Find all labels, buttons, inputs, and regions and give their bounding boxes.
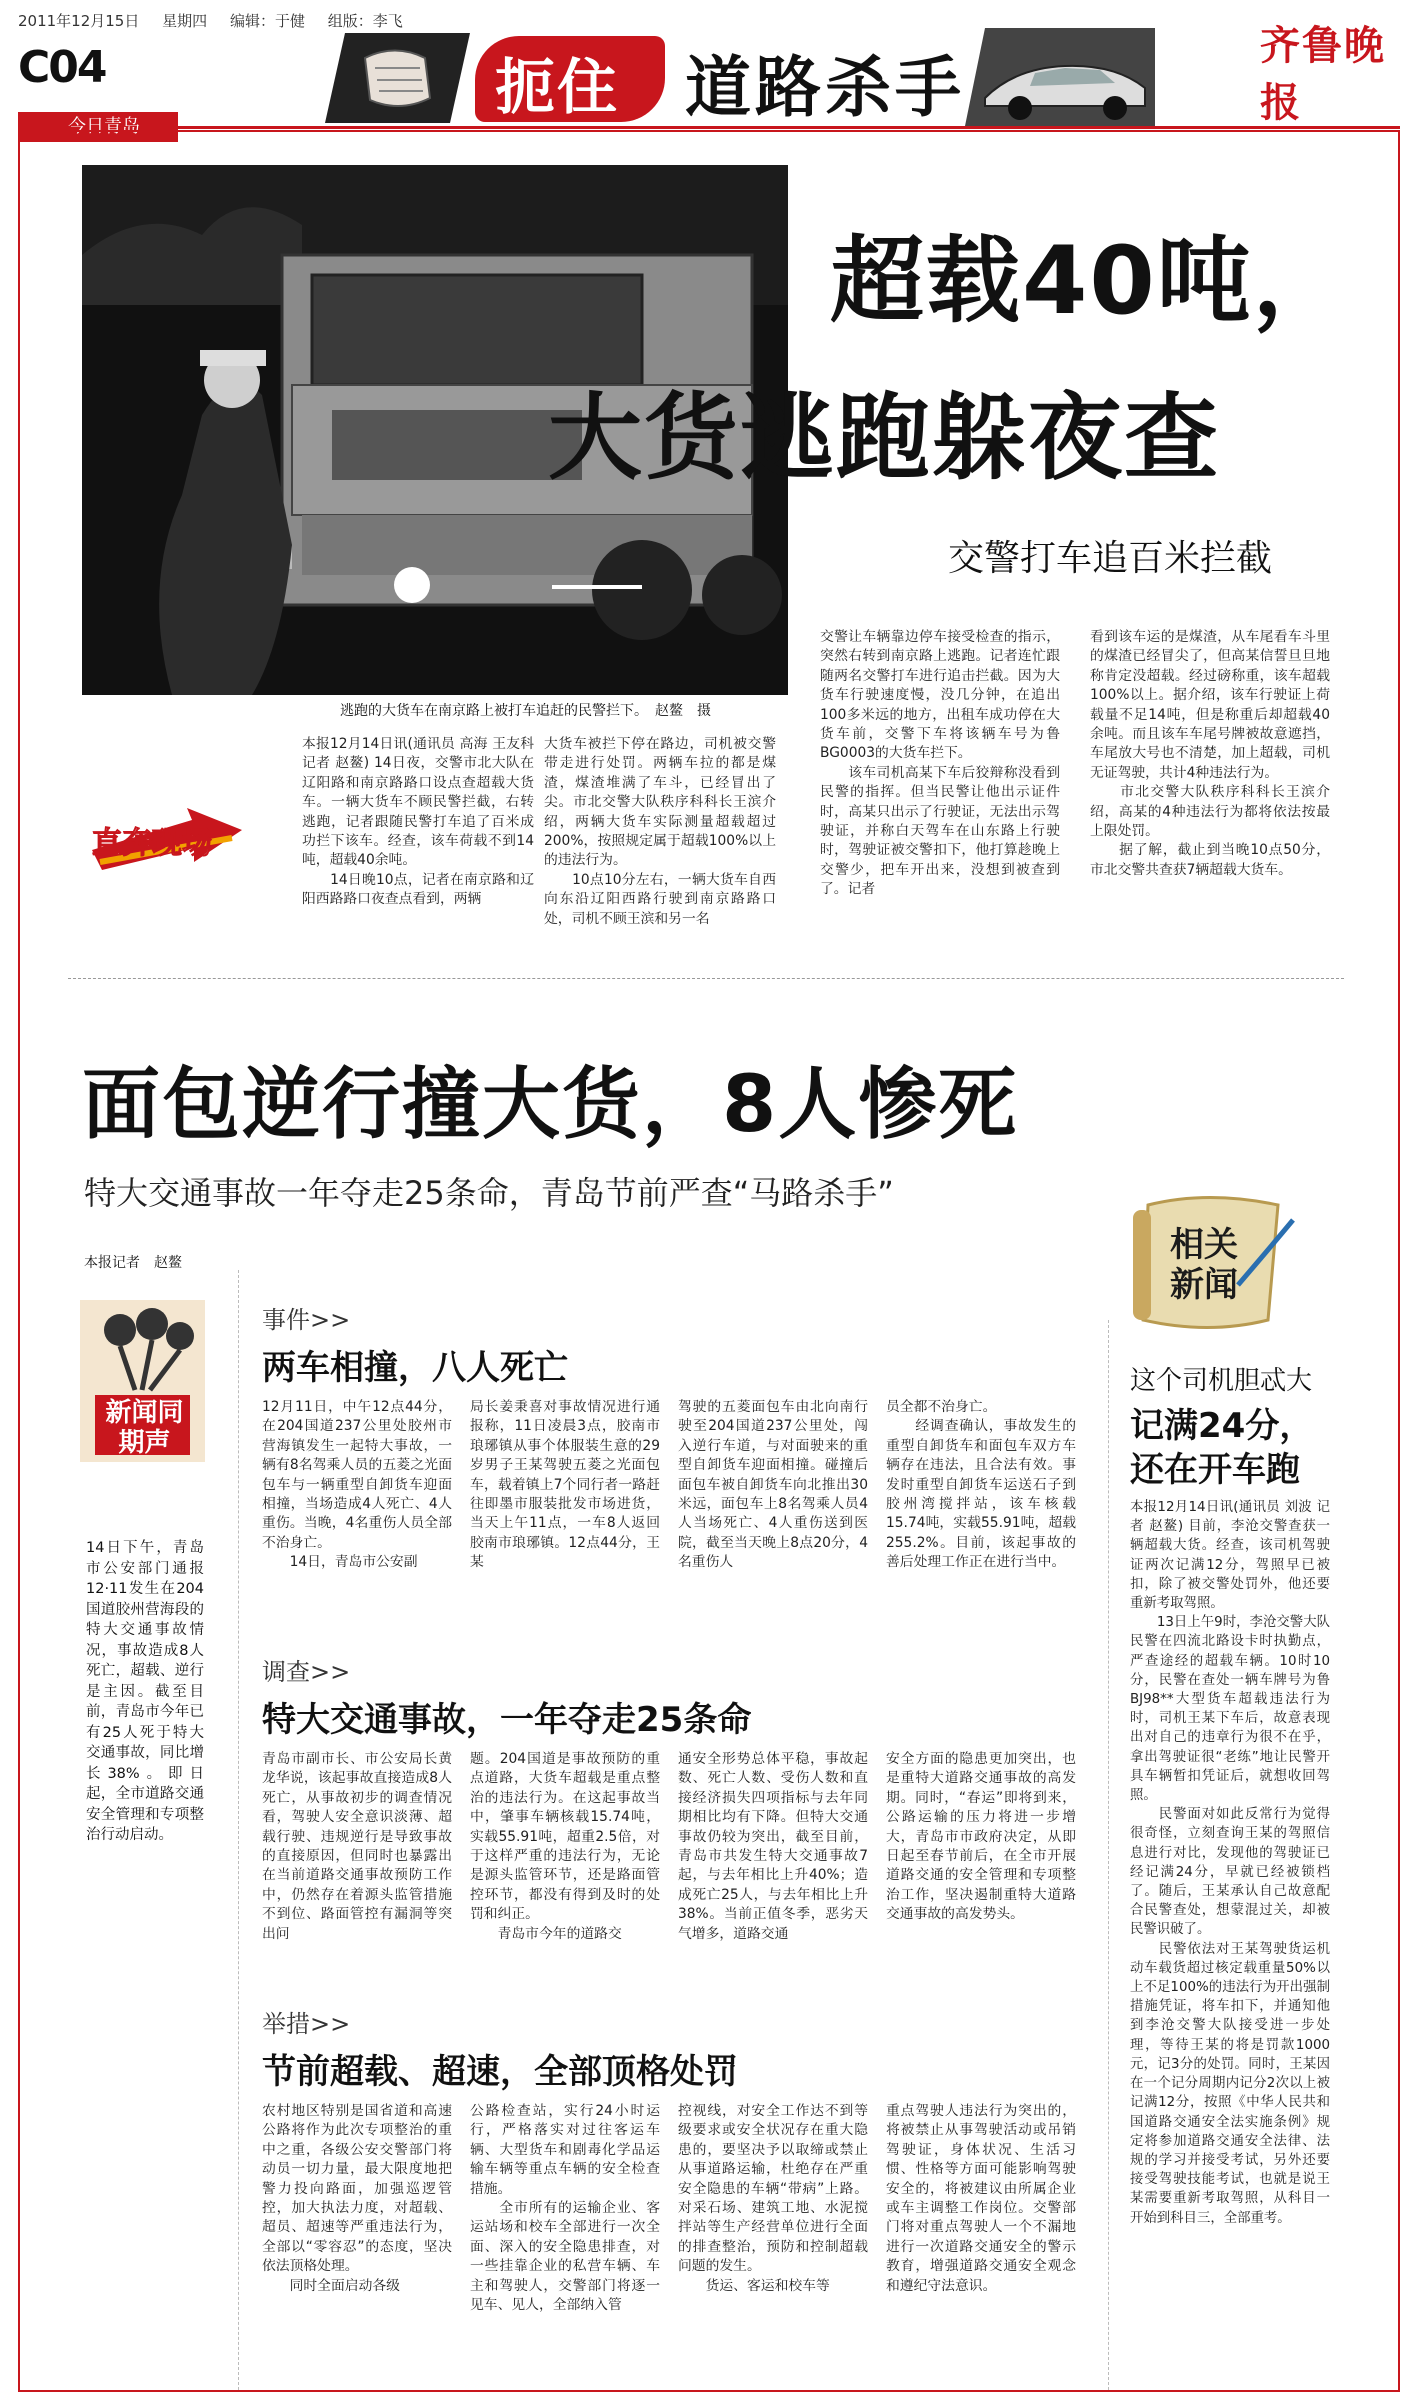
car-icon [965, 28, 1155, 126]
story2-byline: 本报记者 赵鳌 [84, 1255, 182, 1271]
section-divider [68, 978, 1344, 979]
story1-column-3: 交警让车辆靠边停车接受检查的指示，突然右转到南京路上逃跑。记者连忙跟随两名交警打车进行追击拦截。因为大货车行驶速度慢，没几分钟，在追出100多米远的地方，出租车成功停在大货车前，交警下车将该辆车号为鲁BG0003的大货车拦下。 该车司机高某下车后狡辩称没看到民警的指挥。但当民警让他出示证件时，高某只出示了行驶证，无法出示驾驶证，并称白天驾车在山东路上行驶时，驾驶证被交警扣下，他打算趁晚上交警少，把车开出来，没想到被查到了。记者 [820, 629, 1060, 898]
section-label: 今日青岛 [18, 112, 178, 142]
story1-subhead: 交警打车追百米拦截 [948, 538, 1273, 579]
section-measure-col-2: 公路检查站，实行24小时运行，严格落实对过往客运车辆、大型货车和剧毒化学品运输车辆等重点车辆的安全检查措施。 全市所有的运输企业、客运站场和校车全部进行一次全面、深入的安全隐患排查，对一些挂靠企业的私营车辆、车主和驾驶人，交警部门将逐一见车、见人，全部纳入管 [470, 2103, 660, 2314]
related-article-text: 本报12月14日讯(通讯员 刘波 记者 赵鳌) 目前，李沧交警查获一辆超载大货。经查，该司机驾驶证两次记满12分，驾照早已被扣，除了被交警处罚外，他还要重新考取驾照。 13日上午9时，李沧交警大队民警在四流北路设卡时执勤点，严查途经的超载车辆。10时10分，民警在查处一辆车牌号为鲁BJ98**大型货车超载违法行为时，司机王某下车后，故意表现出对自己的违章行为很不在乎，拿出驾驶证很“老练”地让民警开具车辆暂扣凭证后，就想收回驾照。 民警面对如此反常行为觉得很奇怪，立刻查询王某的驾照信息进行对比，发现他的驾驶证已经记满24分，早就已经被锁档了。随后，王某承认自己故意配合民警查处，想蒙混过关，却被民警识破了。 民警依法对王某驾驶货运机动车载货超过核定载重量50%以上不足100%的违法行为开出强制措施凭证，将车扣下，并通知他到李沧交警大队接受进一步处理，等待王某的将是罚款1000元，记3分的处罚。同时，王某因在一个记分周期内记分2次以上被记满12分，按照《中华人民共和国道路交通安全法实施条例》规定将参加道路交通安全法律、法规的学习并接受考试，另外还要接受驾驶技能考试，也就是说王某需要重新考取驾照，从科目一开始到科目三，全部重考。 [1130, 1500, 1330, 2226]
newspaper-masthead: 齐鲁晚报 [1260, 22, 1386, 126]
section-measure-title: 节前超载、超速，全部顶格处罚 [262, 2052, 738, 2092]
section-event-col-2: 局长姜秉喜对事故情况进行通报称，11日凌晨3点，胶南市琅琊镇从事个体服装生意的29岁男子王某驾驶五菱之光面包车，载着镇上7个同行者一路赶往即墨市服装批发市场进货，当天上午11点，一车8人返回胶南市琅琊镇。12点44分，王某 [470, 1399, 660, 1571]
story2-subhead: 特大交通事故一年夺走25条命，青岛节前严查“马路杀手” [84, 1174, 894, 1212]
fist-icon [325, 28, 470, 126]
section-measure-col-3: 控视线，对安全工作达不到等级要求或安全状况存在重大隐患的，要坚决予以取缔或禁止从事道路运输，杜绝存在严重安全隐患的车辆“带病”上路。对采石场、建筑工地、水泥搅拌站等生产经营单位进行全面的排查整治，预防和控制超载问题的发生。 货运、客运和校车等 [678, 2103, 868, 2294]
story1-headline-line2: 大货逃跑躲夜查 [548, 384, 1221, 493]
section-event-kicker: 事件>> [262, 1306, 351, 1334]
news-voice-label: 新闻同期声 [105, 1398, 184, 1458]
story1-headline-line1: 超载40吨， [830, 227, 1349, 336]
section-survey-col-1: 青岛市副市长、市公安局长黄龙华说，该起事故直接造成8人死亡，从事故初步的调查情况看，驾驶人安全意识淡薄、超载行驶、违规逆行是导致事故的直接原因，但同时也暴露出在当前道路交通事故预防工作中，仍然存在着源头监管措施不到位、路面管控有漏洞等突出问 [262, 1751, 452, 1942]
story2-headline: 面包逆行撞大货，8人惨死 [82, 1060, 1019, 1150]
banner-red-block [475, 36, 665, 122]
page-banner [325, 28, 1155, 126]
news-voice-text: 14日下午，青岛市公安部门通报12·11发生在204国道胶州营海段的特大交通事故情况，事故造成8人死亡，超载、逆行是主因。截至目前，青岛市今年已有25人死于特大交通事故，同比增长38%。即日起，全市道路交通安全管理和专项整治行动启动。 [86, 1540, 204, 1843]
banner-title: 道路杀手 [685, 49, 965, 126]
section-event-title: 两车相撞，八人死亡 [262, 1348, 568, 1388]
section-survey-title: 特大交通事故，一年夺走25条命 [262, 1700, 752, 1740]
section-measure-kicker: 举措>> [262, 2010, 351, 2038]
photo-caption: 逃跑的大货车在南京路上被打车追赶的民警拦下。 赵鳌 摄 [340, 703, 711, 719]
page-number: C04 [18, 42, 106, 93]
section-survey-kicker: 调查>> [262, 1658, 351, 1686]
direct-scene-badge [82, 800, 252, 890]
story1-column-2: 大货车被拦下停在路边，司机被交警带走进行处罚。两辆车拉的都是煤渣，煤渣堆满了车斗，已经冒出了尖。市北交警大队秩序科科长王滨介绍，两辆大货车实际测量超载超过200%，按照规定属于超载100%以上的违法行为。 10点10分左右，一辆大货车自西向东沿辽阳西路行驶到南京路路口处，司机不顾王滨和另一名 [544, 736, 776, 927]
section-event-col-4: 员全都不治身亡。 经调查确认，事故发生的重型自卸货车和面包车双方车辆存在违法，且合法有效。事发时重型自卸货车运送石子到胶州湾搅拌站，该车核载15.74吨，实载55.91吨，超载255.2%。目前，该起事故的善后处理工作正在进行当中。 [886, 1399, 1076, 1571]
section-survey-col-3: 通安全形势总体平稳，事故起数、死亡人数、受伤人数和直接经济损失四项指标与去年同期相比均有下降。但特大交通事故仍较为突出，截至目前，青岛市共发生特大交通事故7起，与去年相比上升40%；造成死亡25人，与去年相比上升38%。当前正值冬季，恶劣天气增多，道路交通 [678, 1751, 868, 1942]
section-event-col-1: 12月11日，中午12点44分，在204国道237公里处胶州市营海镇发生一起特大事故，一辆有8名驾乘人员的五菱之光面包车与一辆重型自卸货车迎面相撞，当场造成4人死亡、4人重伤。当晚，4名重伤人员全部不治身亡。 14日，青岛市公安副 [262, 1399, 452, 1571]
section-measure-col-4: 重点驾驶人违法行为突出的，将被禁止从事驾驶活动或吊销驾驶证，身体状况、生活习惯、性格等方面可能影响驾驶安全的，将被建议由所属企业或车主调整工作岗位。交警部门将对重点驾驶人一个不漏地进行一次道路交通安全的警示教育，增强道路交通安全观念和遵纪守法意识。 [886, 2103, 1076, 2294]
issue-weekday: 星期四 [162, 12, 208, 30]
editor-credit: 编辑：于健 [229, 12, 305, 30]
related-title-line1: 记满24分， [1130, 1406, 1314, 1446]
section-survey-col-4: 安全方面的隐患更加突出，也是重特大道路交通事故的高发期。同时，“春运”即将到来，公路运输的压力将进一步增大，青岛市市政府决定，从即日起至春节前后，在全市开展道路交通的安全管理和专项整治工作，坚决遏制重特大道路交通事故的高发势头。 [886, 1751, 1076, 1923]
issue-date: 2011年12月15日 [18, 12, 140, 30]
section-event-col-3: 驾驶的五菱面包车由北向南行驶至204国道237公里处，闯入逆行车道，与对面驶来的重型自卸货车迎面相撞。碰撞后面包车被自卸货车向北推出30米远，面包车上8名驾乘人员4人当场死亡、4人重伤送到医院，截至当天晚上8点20分，4名重伤人 [678, 1399, 868, 1571]
section-survey-col-2: 题。204国道是事故预防的重点道路，大货车超载是重点整治的违法行为。在这起事故当中，肇事车辆核载15.74吨，实载55.91吨，超重2.5倍，对于这样严重的违法行为，无论是源头监管环节，还是路面管控环节，都没有得到及时的处罚和纠正。 青岛市今年的道路交 [470, 1751, 660, 1942]
related-logo-label: 相关新闻 [1170, 1225, 1238, 1305]
related-kicker: 这个司机胆忒大 [1130, 1366, 1313, 1396]
column-rule-right [1108, 1320, 1109, 2390]
banner-red-text: 扼住 [495, 53, 619, 123]
section-measure-col-1: 农村地区特别是国省道和高速公路将作为此次专项整治的重中之重，各级公安交警部门将动员一切力量，最大限度地把警力投向路面，加强巡逻管控，加大执法力度，对超载、超员、超速等严重违法行为，全部以“零容忍”的态度，坚决依法顶格处理。 同时全面启动各级 [262, 2103, 452, 2294]
badge-label: 直奔现场 [92, 826, 212, 861]
related-title-line2: 还在开车跑 [1130, 1450, 1300, 1490]
layout-credit: 组版：李飞 [327, 12, 403, 30]
story1-column-4: 看到该车运的是煤渣，从车尾看车斗里的煤渣已经冒尖了，但高某信誓旦旦地称肯定没超载。经过磅称重，该车超载100%以上。据介绍，该车行驶证上荷载量不足14吨，但是称重后却超载40余吨。而且该车车尾号牌被故意遮挡，车尾放大号也不清楚，加上超载，司机无证驾驶，共计4种违法行为。 市北交警大队秩序科科长王滨介绍，高某的4种违法行为都将依法按最上限处罚。 据了解，截止到当晚10点50分，市北交警共查获7辆超载大货车。 [1090, 629, 1330, 878]
story1-column-1: 本报12月14日讯(通讯员 高海 王友科 记者 赵鳌) 14日夜，交警市北大队在辽阳路和南京路路口设点查超载大货车。一辆大货车不顾民警拦截，右转逃跑，记者跟随民警打车追了百米成功拦下该车。经查，该车荷载不到14吨，超载40余吨。 14日晚10点，记者在南京路和辽阳西路路口夜查点看到，两辆 [302, 736, 534, 908]
column-rule-left [238, 1270, 239, 2390]
